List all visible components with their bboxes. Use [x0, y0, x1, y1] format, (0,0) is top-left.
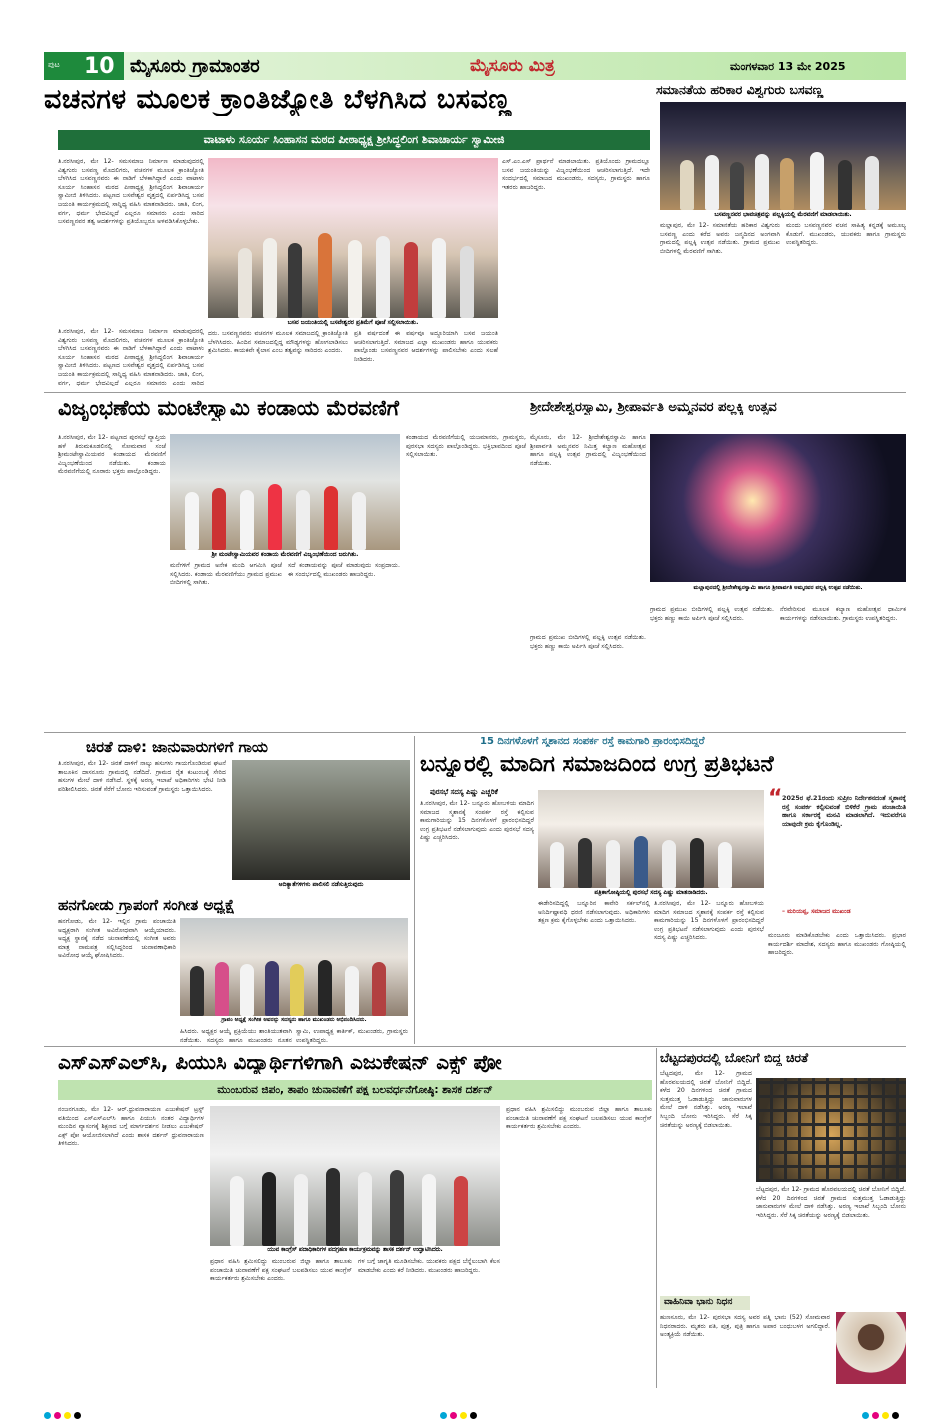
story8-body-col2: ಪ್ರಧಾನ ವಹಿಸಿ ಶ್ರಮಿಸಲಿದ್ದು ಮುಂಬರುವ ಜಿಲ್ಲಾ ಹಾಗೂ ತಾಲೂಕು ಪಂಚಾಯಿತಿ ಚುನಾವಣೆಗೆ ಪಕ್ಷ ಸಂಘಟನೆ ಬಲಪಡಿಸಲು ಯುವ ಕಾಂಗ್ರೆಸ್ ಕಾರ್ಯಕರ್ತರು ಶ್ರಮಿಸಬೇಕು ಎಂದರು. — [210, 1258, 352, 1283]
story7-kicker: 15 ದಿನಗಳೊಳಗೆ ಸ್ಮಶಾನದ ಸಂಪರ್ಕ ರಸ್ತೆ ಕಾಮಗಾರಿ ಪ್ರಾರಂಭಿಸದಿದ್ದರೆ — [480, 736, 705, 747]
divider-1 — [44, 392, 906, 393]
story4-caption: ಮಲ್ಲಾಪುರದಲ್ಲಿ ಶ್ರೀದೇಶೇಶ್ವರಸ್ವಾಮಿ ಹಾಗೂ ಶ್ರೀಪಾರ್ವತಿ ಅಮ್ಮನವರ ಪಲ್ಲಕ್ಕಿ ಉತ್ಸವ ನಡೆಯಿತು. — [650, 584, 906, 604]
story2-body-col2: ಮಂದು ಬಸವಣ್ಣನವರ ವಚನ ಸಾಹಿತ್ಯ ಕನ್ನಡಕ್ಕೆ ಅಮೂಲ್ಯ ಕೊಡುಗೆ. ಮುಖಂಡರು, ಯುವಕರು ಹಾಗೂ ಗ್ರಾಮಸ್ಥರು ಉಪಸ್ಥಿತರಿದ್ದರು. — [786, 222, 906, 247]
color-registration-center — [440, 1404, 480, 1423]
issue-date: ಮಂಗಳವಾರ 13 ಮೇ 2025 — [730, 60, 846, 73]
color-registration-left — [44, 1404, 84, 1423]
story7-quote: 2025ರ ಫೆ.21ರಂದು ಸುಪ್ರೀಂ ನಿರ್ದೇಶನದಂತೆ ಸ್ಮಶಾನಕ್ಕೆ ರಸ್ತೆ ಸಂಪರ್ಕ ಕಲ್ಪಿಸುವಂತೆ ಬಿಳಿಕೆರೆ ಗ್ರಾಮ ಪಂಚಾಯಿತಿ ಹಾಗೂ ಸರ್ಕಾರಕ್ಕೆ ಮನವಿ ಮಾಡಲಾಗಿದೆ. ಇದುವರೆಗೂ ಯಾವುದೇ ಕ್ರಮ ಕೈಗೊಂಡಿಲ್ಲ. — [782, 794, 906, 828]
story3-body-col1: ತಿ.ನರಸೀಪುರ, ಮೇ 12- ಪಟ್ಟಣದ ಪುರಸಭೆ ವ್ಯಾಪ್ತಿಯ ಹಳೆ ತಿರುಮಕೂಡಲಿನಲ್ಲಿ ಸೋಮವಾರ ಸಂಜೆ ಶ್ರೀಮಂಟೇಸ್ವಾಮಿಯವರ ಕಂಡಾಯದ ಮೆರವಣಿಗೆ ವಿಜೃಂಭಣೆಯಿಂದ ನಡೆಯಿತು. ಕಂಡಾಯ ಮೆರವಣಿಗೆಯಲ್ಲಿ ನೂರಾರು ಭಕ್ತರು ಪಾಲ್ಗೊಂಡಿದ್ದರು. — [58, 434, 166, 476]
story4-body-col1: ಮೈಸೂರು, ಮೇ 12- ಶ್ರೀದೇಶೇಶ್ವರಸ್ವಾಮಿ ಹಾಗೂ ಶ್ರೀಪಾರ್ವತಿ ಅಮ್ಮನವರ ನಿಮಿತ್ತ ಕಲ್ಯಾಣ ಮಹೋತ್ಸವ ಹಾಗೂ ಪಲ್ಲಕ್ಕಿ ಉತ್ಸವ ಗ್ರಾಮದಲ್ಲಿ ವಿಜೃಂಭಣೆಯಿಂದ ನಡೆಯಿತು. — [530, 434, 646, 467]
story1-body-col2: ದರು. ಬಸವಣ್ಣನವರು ವಚನಗಳ ಮೂಲಕ ಸಮಾಜದಲ್ಲಿ ಕ್ರಾಂತಿಜ್ಯೋತಿ ಬೆಳಗಿಸಿದರು. ಹಿಂದಿನ ಸಮಾಜದಲ್ಲಿದ್ದ ಮೌಢ್ಯಗಳನ್ನು ಹೋಗಲಾಡಿಸಲು ಶ್ರಮಿಸಿದರು. ಕಾಯಕವೇ ಕೈಲಾಸ ಎಂಬ ತತ್ವವನ್ನು ಸಾರಿದರು ಎಂದರು. — [208, 330, 348, 355]
story9-body-col1: ಬೆಟ್ಟದಪುರ, ಮೇ 12- ಗ್ರಾಮದ ಹೊರವಲಯದಲ್ಲಿ ಚಿರತೆ ಬೋನಿಗೆ ಬಿದ್ದಿದೆ. ಕಳೆದ 20 ದಿನಗಳಿಂದ ಚಿರತೆ ಗ್ರಾಮದ ಸುತ್ತಮುತ್ತ ಓಡಾಡುತ್ತಿದ್ದು ಜಾನುವಾರುಗಳ ಮೇಲೆ ದಾಳಿ ನಡೆಸಿತ್ತು. ಅರಣ್ಯ ಇಲಾಖೆ ಸಿಬ್ಬಂದಿ ಬೋನು ಇರಿಸಿದ್ದರು. ಸೆರೆ ಸಿಕ್ಕ ಚಿರತೆಯನ್ನು ಅರಣ್ಯಕ್ಕೆ ಬಿಡಲಾಯಿತು. — [660, 1070, 752, 1129]
story3-body-col2: ಮನೆಗಳಿಗೆ ಗ್ರಾಮದ ಅನೇಕ ಮಂದಿ ಆಗಮಿಸಿ ಪೂಜೆ ಸಲ್ಲಿಸಿದರು. ಕಂಡಾಯ ಮೆರವಣಿಗೆಯು ಗ್ರಾಮದ ಪ್ರಮುಖ ಬೀದಿಗಳಲ್ಲಿ ಸಾಗಿತು. — [170, 562, 282, 587]
divider-3 — [44, 1046, 906, 1047]
story1-subhead: ವಾಟಾಳು ಸೂರ್ಯ ಸಿಂಹಾಸನ ಮಠದ ಪೀಠಾಧ್ಯಕ್ಷ ಶ್ರೀಸಿದ್ಧಲಿಂಗ ಶಿವಾಚಾರ್ಯ ಸ್ವಾಮೀಜಿ — [58, 130, 650, 150]
story8-photo — [210, 1106, 500, 1246]
quote-mark-icon: “ — [768, 786, 783, 811]
story1-body-col1: ತಿ.ನರಸೀಪುರ, ಮೇ 12- ಸಮಸಮಾಜ ನಿರ್ಮಾಣ ಮಾಡುವುದರಲ್ಲಿ ವಿಶ್ವಗುರು ಬಸವಣ್ಣ ಮೊದಲಿಗರು, ವಚನಗಳ ಮೂಲಕ ಕ್ರಾಂತಿಜ್ಯೋತಿ ಬೆಳಗಿಸಿದ ಬಸವಣ್ಣನವರು ಈ ನಾಡಿಗೆ ಬೆಳಕಾಗಿದ್ದಾರೆ ಎಂದು ವಾಟಾಳು ಸೂರ್ಯ ಸಿಂಹಾಸನ ಮಠದ ಪೀಠಾಧ್ಯಕ್ಷ ಶ್ರೀಸಿದ್ಧಲಿಂಗ ಶಿವಾಚಾರ್ಯ ಸ್ವಾಮೀಜಿ ತಿಳಿಸಿದರು. ಪಟ್ಟಣದ ಬಸವೇಶ್ವರ ವೃತ್ತದಲ್ಲಿ ಏರ್ಪಡಿಸಿದ್ದ ಬಸವ ಜಯಂತಿ ಕಾರ್ಯಕ್ರಮದಲ್ಲಿ ಸಾನ್ನಿಧ್ಯ ವಹಿಸಿ ಮಾತನಾಡಿದರು. ಜಾತಿ, ಲಿಂಗ, ವರ್ಗ, ಧರ್ಮ ಭೇದವಿಲ್ಲದೆ ಎಲ್ಲರೂ ಸಮಾನರು ಎಂದು ಸಾರಿದ ಬಸವಣ್ಣನವರ ತತ್ವ ಆದರ್ಶಗಳನ್ನು ಪ್ರತಿಯೊಬ್ಬರೂ ಅಳವಡಿಸಿಕೊಳ್ಳಬೇಕು. — [58, 158, 204, 226]
story8-caption: ಯುವ ಕಾಂಗ್ರೆಸ್ ಪದಾಧಿಕಾರಿಗಳ ಪದಗ್ರಹಣ ಕಾರ್ಯಕ್ರಮವನ್ನು ಶಾಸಕ ದರ್ಶನ್ ಉದ್ಘಾಟಿಸಿದರು. — [210, 1246, 500, 1255]
story8-body-col3: ಗಳ ಬಗ್ಗೆ ಜಾಗೃತಿ ಮೂಡಿಸಬೇಕು. ಯುವಕರು ಪಕ್ಷದ ಬೆನ್ನೆಲುಬಾಗಿ ಕೆಲಸ ಮಾಡಬೇಕು ಎಂದು ಕರೆ ನೀಡಿದರು. ಮುಖಂಡರು ಹಾಜರಿದ್ದರು. — [358, 1258, 500, 1274]
story1-body-col1b: ತಿ.ನರಸೀಪುರ, ಮೇ 12- ಸಮಸಮಾಜ ನಿರ್ಮಾಣ ಮಾಡುವುದರಲ್ಲಿ ವಿಶ್ವಗುರು ಬಸವಣ್ಣ ಮೊದಲಿಗರು, ವಚನಗಳ ಮೂಲಕ ಕ್ರಾಂತಿಜ್ಯೋತಿ ಬೆಳಗಿಸಿದ ಬಸವಣ್ಣನವರು ಈ ನಾಡಿಗೆ ಬೆಳಕಾಗಿದ್ದಾರೆ ಎಂದು ವಾಟಾಳು ಸೂರ್ಯ ಸಿಂಹಾಸನ ಮಠದ ಪೀಠಾಧ್ಯಕ್ಷ ಶ್ರೀಸಿದ್ಧಲಿಂಗ ಶಿವಾಚಾರ್ಯ ಸ್ವಾಮೀಜಿ ತಿಳಿಸಿದರು. ಪಟ್ಟಣದ ಬಸವೇಶ್ವರ ವೃತ್ತದಲ್ಲಿ ಏರ್ಪಡಿಸಿದ್ದ ಬಸವ ಜಯಂತಿ ಕಾರ್ಯಕ್ರಮದಲ್ಲಿ ಸಾನ್ನಿಧ್ಯ ವಹಿಸಿ ಮಾತನಾಡಿದರು. ಜಾತಿ, ಲಿಂಗ, ವರ್ಗ, ಧರ್ಮ ಭೇದವಿಲ್ಲದೆ ಎಲ್ಲರೂ ಸಮಾನರು ಎಂದು ಸಾರಿದ — [58, 328, 204, 386]
story8-body-col4: ಪ್ರಧಾನ ವಹಿಸಿ ಶ್ರಮಿಸಲಿದ್ದು ಮುಂಬರುವ ಜಿಲ್ಲಾ ಹಾಗೂ ತಾಲೂಕು ಪಂಚಾಯಿತಿ ಚುನಾವಣೆಗೆ ಪಕ್ಷ ಸಂಘಟನೆ ಬಲಪಡಿಸಲು ಯುವ ಕಾಂಗ್ರೆಸ್ ಕಾರ್ಯಕರ್ತರು ಶ್ರಮಿಸಬೇಕು ಎಂದರು. — [506, 1106, 652, 1131]
section-title: ಮೈಸೂರು ಗ್ರಾಮಾಂತರ — [130, 56, 260, 77]
color-registration-right — [862, 1404, 902, 1423]
story7-body-col2: ಈಡೇರಿಸದಿದ್ದಲ್ಲಿ ಬನ್ನೂರಿನ ಕಾವೇರಿ ಸರ್ಕಲ್‌ನಲ್ಲಿ ಅನಿರ್ದಿಷ್ಟಾವಧಿ ಧರಣಿ ನಡೆಸಲಾಗುವುದು. ಅಧಿಕಾರಿಗಳು ತಕ್ಷಣ ಕ್ರಮ ಕೈಗೊಳ್ಳಬೇಕು ಎಂದು ಒತ್ತಾಯಿಸಿದರು. — [538, 900, 650, 925]
story8-body-col1: ನಂಜನಗೂಡು, ಮೇ 12- ಆರ್.ಧ್ರುವನಾರಾಯಣ ಎಜುಕೇಷನ್ ಟ್ರಸ್ಟ್ ವತಿಯಿಂದ ಎಸ್‌ಎಸ್‌ಎಲ್‌ಸಿ ಹಾಗೂ ಪಿಯುಸಿ ನಂತರ ವಿದ್ಯಾರ್ಥಿಗಳ ಮುಂದಿನ ವ್ಯಾಸಂಗಕ್ಕೆ ಶಿಕ್ಷಣದ ಬಗ್ಗೆ ಮಾರ್ಗದರ್ಶನ ನೀಡಲು ಎಜುಕೇಷನ್ ಎಕ್ಸ್ ಪೋ ಆಯೋಜಿಸಲಾಗಿದೆ ಎಂದು ಶಾಸಕ ದರ್ಶನ್ ಧ್ರುವನಾರಾಯಣ ತಿಳಿಸಿದರು. — [58, 1106, 204, 1148]
story2-photo — [660, 102, 906, 210]
story9-photo — [756, 1078, 906, 1182]
story10-portrait — [836, 1312, 906, 1384]
paper-name: ಮೈಸೂರು ಮಿತ್ರ — [470, 56, 555, 76]
story9-body-col2: ಬೆಟ್ಟದಪುರ, ಮೇ 12- ಗ್ರಾಮದ ಹೊರವಲಯದಲ್ಲಿ ಚಿರತೆ ಬೋನಿಗೆ ಬಿದ್ದಿದೆ. ಕಳೆದ 20 ದಿನಗಳಿಂದ ಚಿರತೆ ಗ್ರಾಮದ ಸುತ್ತಮುತ್ತ ಓಡಾಡುತ್ತಿದ್ದು ಜಾನುವಾರುಗಳ ಮೇಲೆ ದಾಳಿ ನಡೆಸಿತ್ತು. ಅರಣ್ಯ ಇಲಾಖೆ ಸಿಬ್ಬಂದಿ ಬೋನು ಇರಿಸಿದ್ದರು. ಸೆರೆ ಸಿಕ್ಕ ಚಿರತೆಯನ್ನು ಅರಣ್ಯಕ್ಕೆ ಬಿಡಲಾಯಿತು. — [756, 1186, 906, 1219]
story6-body-col2: ಹಿಸಿದರು. ಅಧ್ಯಕ್ಷರ ಆಯ್ಕೆ ಪ್ರಕ್ರಿಯೆಯು ಶಾಂತಿಯುತವಾಗಿ ನಡೆಯಿತು. ಸದಸ್ಯರು ಹಾಗೂ ಮುಖಂಡರು ನೂತನ — [180, 1028, 292, 1044]
page-label: ಪುಟ — [48, 60, 60, 69]
story2-headline: ಸಮಾನತೆಯ ಹರಿಕಾರ ವಿಶ್ವಗುರು ಬಸವಣ್ಣ — [656, 82, 906, 98]
story3-caption: ಶ್ರೀ ಮಂಟೇಸ್ವಾಮಿಯವರ ಕಂಡಾಯ ಮೆರವಣಿಗೆ ವಿಜೃಂಭಣೆಯಿಂದ ಜರುಗಿತು. — [170, 550, 400, 559]
story5-body: ತಿ.ನರಸೀಪುರ, ಮೇ 12- ಚಿರತೆ ದಾಳಿಗೆ ನಾಲ್ಕು ಹಸುಗಳು ಗಾಯಗೊಂಡಿರುವ ಘಟನೆ ತಾಲೂಕಿನ ದಾಸನೂರು ಗ್ರಾಮದಲ್ಲಿ ನಡೆದಿದೆ. ಗ್ರಾಮದ ರೈತ ಕುಟುಂಬಕ್ಕೆ ಸೇರಿದ ಹಸುಗಳ ಮೇಲೆ ದಾಳಿ ನಡೆಸಿದೆ. ಸ್ಥಳಕ್ಕೆ ಅರಣ್ಯ ಇಲಾಖೆ ಅಧಿಕಾರಿಗಳು ಭೇಟಿ ನೀಡಿ ಪರಿಶೀಲಿಸಿದರು. ಚಿರತೆ ಸೆರೆಗೆ ಬೋನು ಇರಿಸುವಂತೆ ಗ್ರಾಮಸ್ಥರು ಒತ್ತಾಯಿಸಿದರು. — [58, 760, 226, 793]
story2-caption: ಬಸವಣ್ಣನವರ ಭಾವಚಿತ್ರವನ್ನು ಪಲ್ಲಕ್ಕಿಯಲ್ಲಿ ಮೆರವಣಿಗೆ ಮಾಡಲಾಯಿತು. — [660, 210, 906, 219]
page-number-box — [44, 52, 124, 80]
story3-headline: ವಿಜೃಂಭಣೆಯ ಮಂಟೇಸ್ವಾಮಿ ಕಂಡಾಯ ಮೆರವಣಿಗೆ — [58, 396, 399, 420]
story6-headline: ಹನಗೋಡು ಗ್ರಾಪಂಗೆ ಸಂಗೀತ ಅಧ್ಯಕ್ಷೆ — [58, 896, 235, 914]
story9-headline: ಬೆಟ್ಟದಪುರದಲ್ಲಿ ಬೋನಿಗೆ ಬಿದ್ದ ಚಿರತೆ — [660, 1050, 809, 1065]
story3-photo — [170, 434, 400, 550]
story7-headline: ಬನ್ನೂರಲ್ಲಿ ಮಾದಿಗ ಸಮಾಜದಿಂದ ಉಗ್ರ ಪ್ರತಿಭಟನೆ — [420, 752, 774, 777]
story8-subhead: ಮುಂಬರುವ ಜಿಪಂ, ತಾಪಂ ಚುನಾವಣೆಗೆ ಪಕ್ಷ ಬಲವರ್ಧನೆಗೋಷ್ಠಿ: ಶಾಸಕ ದರ್ಶನ್ — [58, 1080, 652, 1100]
story7-caption: ಪತ್ರಿಕಾಗೋಷ್ಠಿಯಲ್ಲಿ ಪುರಸಭೆ ಸದಸ್ಯ ಪಿಷ್ಣು ಮಾತನಾಡಿದರು. — [538, 888, 764, 897]
story4-body-col2: ಗ್ರಾಮದ ಪ್ರಮುಖ ಬೀದಿಗಳಲ್ಲಿ ಪಲ್ಲಕ್ಕಿ ಉತ್ಸವ ನಡೆಯಿತು. ಭಕ್ತರು ಹಣ್ಣು ಕಾಯಿ ಅರ್ಪಿಸಿ ಪೂಜೆ ಸಲ್ಲಿಸಿದರು. — [650, 606, 774, 622]
story6-photo — [180, 918, 408, 1016]
divider-v1 — [414, 736, 415, 1044]
story5-headline: ಚಿರತೆ ದಾಳಿ: ಜಾನುವಾರುಗಳಿಗೆ ಗಾಯ — [86, 738, 268, 756]
divider-v2 — [656, 1048, 657, 1388]
story3-body-col4: ಕಂಡಾಯದ ಮೆರವಣಿಗೆಯಲ್ಲಿ ಯಜಮಾನರು, ಗ್ರಾಮಸ್ಥರು, ಪುರಸಭಾ ಸದಸ್ಯರು ಪಾಲ್ಗೊಂಡಿದ್ದರು. ಭಕ್ತಿಭಾವದಿಂದ ಪೂಜೆ ಸಲ್ಲಿಸಲಾಯಿತು. — [406, 434, 526, 459]
story1-body-col3: ಪ್ರತಿ ವರ್ಷದಂತೆ ಈ ವರ್ಷವೂ ಅದ್ದೂರಿಯಾಗಿ ಬಸವ ಜಯಂತಿ ಆಚರಿಸಲಾಗುತ್ತಿದೆ. ಸಮಾಜದ ಎಲ್ಲಾ ಮುಖಂಡರು ಹಾಗೂ ಯುವಕರು ಪಾಲ್ಗೊಂಡು ಬಸವಣ್ಣನವರ ಆದರ್ಶಗಳನ್ನು ಪಾಲಿಸಬೇಕು ಎಂದು ಸಲಹೆ ನೀಡಿದರು. — [354, 330, 498, 363]
story6-caption: ಗ್ರಾಪಂ ಅಧ್ಯಕ್ಷೆ ಸಂಗೀತ ಅವರನ್ನು ಸದಸ್ಯರು ಹಾಗೂ ಮುಖಂಡರು ಅಭಿನಂದಿಸಿದರು. — [180, 1016, 408, 1025]
story3-body-col3: ಸದೆ ಕಂಡಾಯವನ್ನು ಪೂಜೆ ಮಾಡುವುದು ಸಂಪ್ರದಾಯ. ಈ ಸಂದರ್ಭದಲ್ಲಿ ಮುಖಂಡರು ಹಾಜರಿದ್ದರು. — [288, 562, 400, 578]
story7-quote-author: – ಮರಿಯಪ್ಪ, ಸಮಾಜದ ಮುಖಂಡ — [782, 908, 851, 915]
story4-body-col3: ನೆರವೇರಿಸುವ ಮೂಲಕ ಕಲ್ಯಾಣ ಮಹೋತ್ಸವ ಧಾರ್ಮಿಕ ಕಾರ್ಯಗಳನ್ನು ನಡೆಸಲಾಯಿತು. ಗ್ರಾಮಸ್ಥರು ಉಪಸ್ಥಿತರಿದ್ದರು. — [780, 606, 906, 622]
story10-headline: ವಾಹಿನಿವಾ ಭಾನು ನಿಧನ — [664, 1297, 733, 1307]
story7-body-col3: ತಿ.ನರಸೀಪುರ, ಮೇ 12- ಬನ್ನೂರು ಹೋಬಳಿಯ ಮಾದಿಗ ಸಮಾಜದ ಸ್ಮಶಾನಕ್ಕೆ ಸಂಪರ್ಕ ರಸ್ತೆ ಕಲ್ಪಿಸುವ ಕಾಮಗಾರಿಯನ್ನು 15 ದಿನಗಳೊಳಗೆ ಪ್ರಾರಂಭಿಸದಿದ್ದರೆ ಉಗ್ರ ಪ್ರತಿಭಟನೆ ನಡೆಸಲಾಗುವುದು ಎಂದು ಪುರಸಭೆ ಸದಸ್ಯ ಪಿಷ್ಣು ಎಚ್ಚರಿಸಿದರು. — [654, 900, 764, 942]
story1-body-col4: ಎಸ್.ಎಂ.ಎಸ್ ಪ್ರಾರ್ಥನೆ ಮಾಡಲಾಯಿತು. ಪ್ರತಿಯೊಂದು ಗ್ರಾಮದಲ್ಲೂ ಬಸವ ಜಯಂತಿಯನ್ನು ವಿಜೃಂಭಣೆಯಿಂದ ಆಚರಿಸಲಾಗುತ್ತಿದೆ. ಇದೇ ಸಂದರ್ಭದಲ್ಲಿ ಸಮಾಜದ ಮುಖಂಡರು, ಸದಸ್ಯರು, ಗ್ರಾಮಸ್ಥರು ಹಾಗೂ ಇತರರು ಹಾಜರಿದ್ದರು. — [502, 158, 650, 191]
story4-photo — [650, 434, 906, 582]
divider-2 — [44, 732, 906, 733]
story6-body-col1: ಹನಗೋಡು, ಮೇ 12- ಇಲ್ಲಿನ ಗ್ರಾಮ ಪಂಚಾಯಿತಿ ಅಧ್ಯಕ್ಷರಾಗಿ ಸಂಗೀತ ಅವಿರೋಧವಾಗಿ ಆಯ್ಕೆಯಾದರು. ಅಧ್ಯಕ್ಷ ಸ್ಥಾನಕ್ಕೆ ನಡೆದ ಚುನಾವಣೆಯಲ್ಲಿ ಸಂಗೀತ ಅವರು ಮಾತ್ರ ನಾಮಪತ್ರ ಸಲ್ಲಿಸಿದ್ದರಿಂದ ಚುನಾವಣಾಧಿಕಾರಿ ಅವಿರೋಧ ಆಯ್ಕೆ ಘೋಷಿಸಿದರು. — [58, 918, 176, 960]
story5-photo — [232, 760, 410, 880]
story5-caption: ಆದಿಕ್ಯಾತೆಗಳಿಗಳು ಪಾಲಿಸಲಿ ನಡೆಸುತ್ತಿರುವುದು — [232, 880, 410, 889]
story4-headline: ಶ್ರೀದೇಶೇಶ್ವರಸ್ವಾಮಿ, ಶ್ರೀಪಾರ್ವತಿ ಅಮ್ಮನವರ ಪಲ್ಲಕ್ಕಿ ಉತ್ಸವ — [530, 400, 777, 415]
story4-body-col1b: ಗ್ರಾಮದ ಪ್ರಮುಖ ಬೀದಿಗಳಲ್ಲಿ ಪಲ್ಲಕ್ಕಿ ಉತ್ಸವ ನಡೆಯಿತು. ಭಕ್ತರು ಹಣ್ಣು ಕಾಯಿ ಅರ್ಪಿಸಿ ಪೂಜೆ ಸಲ್ಲಿಸಿದರು. — [530, 634, 646, 650]
story7-quote-box — [768, 786, 906, 928]
story7-subhead: ಪುರಸಭೆ ಸದಸ್ಯ ಪಿಷ್ಣು ಎಚ್ಚರಿಕೆ — [430, 788, 498, 796]
story6-body-col3: ಸ್ವಾಮಿ, ಉಪಾಧ್ಯಕ್ಷ ಕಾರ್ತಿಕ್, ಮುಖಂಡರು, ಗ್ರಾಮಸ್ಥರು ಉಪಸ್ಥಿತರಿದ್ದರು. — [296, 1028, 408, 1044]
story7-body-col4: ಮಂಜೂರು ಮಾಡಿಕೊಡಬೇಕು ಎಂದು ಒತ್ತಾಯಿಸಿದರು. ಪ್ರಭಾರ ಕಾರ್ಯದರ್ಶಿ ಮಾದೇಶ, ಸದಸ್ಯರು ಹಾಗೂ ಮುಖಂಡರು ಗೋಷ್ಠಿಯಲ್ಲಿ ಹಾಜರಿದ್ದರು. — [768, 932, 906, 957]
page-number: 10 — [84, 54, 115, 79]
story8-headline: ಎಸ್‌ಎಸ್‌ಎಲ್‌ಸಿ, ಪಿಯುಸಿ ವಿದ್ಯಾರ್ಥಿಗಳಿಗಾಗಿ ಎಜುಕೇಷನ್ ಎಕ್ಸ್ ಪೋ — [58, 1050, 502, 1074]
story1-headline: ವಚನಗಳ ಮೂಲಕ ಕ್ರಾಂತಿಜ್ಯೋತಿ ಬೆಳಗಿಸಿದ ಬಸವಣ್ಣ — [44, 84, 512, 115]
story2-body-col1: ಮಲ್ಲಾಪುರ, ಮೇ 12- ಸಮಾನತೆಯ ಹರಿಕಾರ ವಿಶ್ವಗುರು ಬಸವಣ್ಣ ಎಂದು ಕರೆದ ಅವರು ಜನ್ಮದಿನದ ಅಂಗವಾಗಿ ಗ್ರಾಮದಲ್ಲಿ ಪಲ್ಲಕ್ಕಿ ಉತ್ಸವ ನಡೆಯಿತು. ಗ್ರಾಮದ ಪ್ರಮುಖ ಬೀದಿಗಳಲ್ಲಿ ಮೆರವಣಿಗೆ ಸಾಗಿತು. — [660, 222, 780, 255]
story7-body-col1: ತಿ.ನರಸೀಪುರ, ಮೇ 12- ಬನ್ನೂರು ಹೋಬಳಿಯ ಮಾದಿಗ ಸಮಾಜದ ಸ್ಮಶಾನಕ್ಕೆ ಸಂಪರ್ಕ ರಸ್ತೆ ಕಲ್ಪಿಸುವ ಕಾಮಗಾರಿಯನ್ನು 15 ದಿನಗಳೊಳಗೆ ಪ್ರಾರಂಭಿಸದಿದ್ದರೆ ಉಗ್ರ ಪ್ರತಿಭಟನೆ ನಡೆಸಲಾಗುವುದು ಎಂದು ಪುರಸಭೆ ಸದಸ್ಯ ಪಿಷ್ಣು ಎಚ್ಚರಿಸಿದರು. — [420, 800, 534, 842]
story7-photo — [538, 790, 764, 888]
story1-photo — [208, 158, 498, 318]
story10-body: ಹುಣಸೂರು, ಮೇ 12- ಪುರಸಭಾ ಸದಸ್ಯ ಅವರ ಪತ್ನಿ ಭಾನು (52) ಸೋಮವಾರ ನಿಧನರಾದರು. ಮೃತರು ಪತಿ, ಪುತ್ರ, ಪುತ್ರಿ ಹಾಗೂ ಅಪಾರ ಬಂಧುಬಳಗ ಅಗಲಿದ್ದಾರೆ. ಅಂತ್ಯಕ್ರಿಯೆ ನಡೆಯಿತು. — [660, 1314, 830, 1339]
story1-caption: ಬಸವ ಜಯಂತಿಯಲ್ಲಿ ಬಸವೇಶ್ವರರ ಪ್ರತಿಮೆಗೆ ಪೂಜೆ ಸಲ್ಲಿಸಲಾಯಿತು. — [208, 318, 498, 327]
